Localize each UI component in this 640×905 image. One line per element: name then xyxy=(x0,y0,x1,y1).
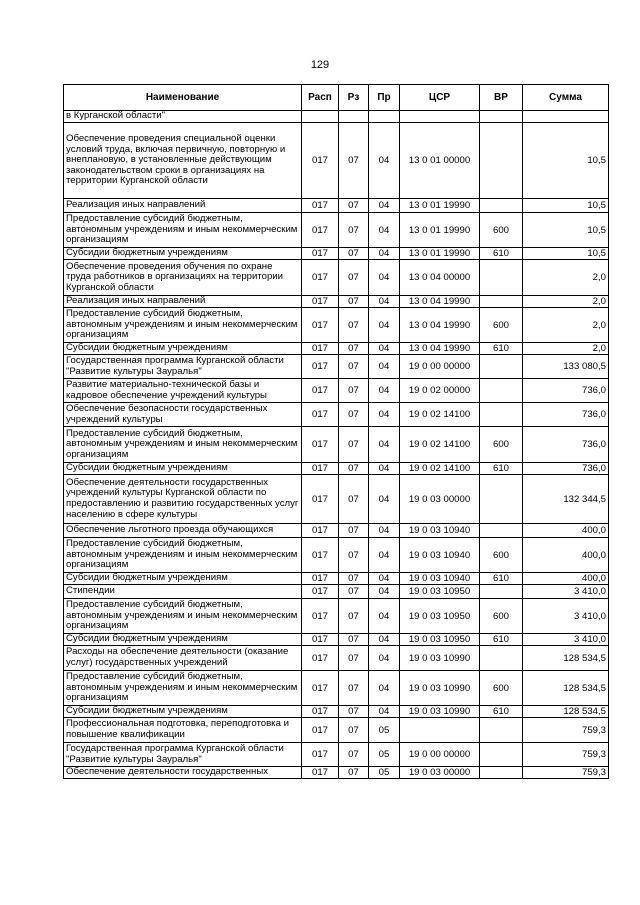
cell-csr: 13 0 01 19990 xyxy=(400,199,480,213)
cell-vr xyxy=(480,585,523,599)
cell-csr: 13 0 01 19990 xyxy=(400,248,480,260)
table-header-row xyxy=(64,85,609,111)
table-row xyxy=(64,538,609,573)
cell-vr xyxy=(480,296,523,308)
cell-csr: 19 0 02 14100 xyxy=(400,427,480,463)
table-row xyxy=(64,706,609,718)
cell-csr: 19 0 02 00000 xyxy=(400,379,480,403)
cell-pr: 04 xyxy=(369,599,400,634)
cell-rz: 07 xyxy=(339,463,369,475)
cell-sum: 736,0 xyxy=(523,403,609,427)
cell-rasp xyxy=(302,111,339,123)
cell-vr xyxy=(480,403,523,427)
cell-rz: 07 xyxy=(339,573,369,585)
cell-pr: 04 xyxy=(369,634,400,646)
cell-name: Предоставление субсидий бюджетным, автономным учреждениям и иным некоммерческим организациям xyxy=(64,308,302,343)
cell-csr: 19 0 03 10990 xyxy=(400,646,480,671)
cell-vr: 610 xyxy=(480,463,523,475)
cell-pr: 04 xyxy=(369,355,400,379)
cell-rasp: 017 xyxy=(302,599,339,634)
cell-rz: 07 xyxy=(339,599,369,634)
cell-vr xyxy=(480,123,523,199)
cell-name: Расходы на обеспечение деятельности (оказание услуг) государственных учреждений xyxy=(64,646,302,671)
cell-sum: 128 534,5 xyxy=(523,671,609,706)
cell-vr xyxy=(480,718,523,743)
cell-rasp: 017 xyxy=(302,634,339,646)
table-row xyxy=(64,308,609,343)
cell-pr: 04 xyxy=(369,343,400,355)
cell-rasp: 017 xyxy=(302,123,339,199)
cell-rasp: 017 xyxy=(302,585,339,599)
table-body xyxy=(64,111,609,779)
cell-rasp: 017 xyxy=(302,475,339,524)
cell-pr: 04 xyxy=(369,296,400,308)
cell-vr: 600 xyxy=(480,599,523,634)
cell-rz: 07 xyxy=(339,427,369,463)
cell-csr: 19 0 03 10940 xyxy=(400,573,480,585)
cell-csr: 19 0 02 14100 xyxy=(400,403,480,427)
cell-rz: 07 xyxy=(339,308,369,343)
cell-csr: 19 0 00 00000 xyxy=(400,355,480,379)
cell-rasp: 017 xyxy=(302,463,339,475)
cell-vr xyxy=(480,646,523,671)
cell-pr: 04 xyxy=(369,671,400,706)
cell-name: Предоставление субсидий бюджетным, автономным учреждениям и иным некоммерческим организациям xyxy=(64,671,302,706)
cell-pr: 04 xyxy=(369,199,400,213)
cell-sum: 10,5 xyxy=(523,248,609,260)
cell-rz: 07 xyxy=(339,343,369,355)
cell-name: Обеспечение безопасности государственных учреждений культуры xyxy=(64,403,302,427)
cell-pr: 05 xyxy=(369,767,400,779)
cell-csr: 19 0 03 10950 xyxy=(400,599,480,634)
cell-rasp: 017 xyxy=(302,743,339,767)
cell-sum: 3 410,0 xyxy=(523,634,609,646)
table-row xyxy=(64,111,609,123)
cell-rz: 07 xyxy=(339,260,369,296)
cell-name: Реализация иных направлений xyxy=(64,199,302,213)
cell-vr: 610 xyxy=(480,248,523,260)
cell-sum: 400,0 xyxy=(523,573,609,585)
table-row xyxy=(64,743,609,767)
cell-vr: 600 xyxy=(480,671,523,706)
cell-pr: 04 xyxy=(369,463,400,475)
cell-csr: 13 0 01 00000 xyxy=(400,123,480,199)
cell-name: Субсидии бюджетным учреждениям xyxy=(64,706,302,718)
cell-pr: 04 xyxy=(369,213,400,248)
cell-rasp: 017 xyxy=(302,296,339,308)
cell-name: в Курганской области" xyxy=(64,111,302,123)
cell-sum: 736,0 xyxy=(523,427,609,463)
cell-pr: 04 xyxy=(369,706,400,718)
table-row xyxy=(64,296,609,308)
cell-rz: 07 xyxy=(339,524,369,538)
cell-csr: 13 0 04 19990 xyxy=(400,343,480,355)
cell-sum: 10,5 xyxy=(523,199,609,213)
table-row xyxy=(64,718,609,743)
cell-rasp: 017 xyxy=(302,248,339,260)
cell-name: Субсидии бюджетным учреждениям xyxy=(64,343,302,355)
table-row xyxy=(64,199,609,213)
cell-name: Стипендии xyxy=(64,585,302,599)
table-row xyxy=(64,248,609,260)
cell-name: Развитие материально-технической базы и кадровое обеспечение учреждений культуры xyxy=(64,379,302,403)
cell-sum: 132 344,5 xyxy=(523,475,609,524)
cell-name: Предоставление субсидий бюджетным, автономным учреждениям и иным некоммерческим организациям xyxy=(64,427,302,463)
cell-sum: 736,0 xyxy=(523,463,609,475)
cell-sum: 3 410,0 xyxy=(523,585,609,599)
cell-rasp: 017 xyxy=(302,379,339,403)
table-row xyxy=(64,599,609,634)
cell-name: Предоставление субсидий бюджетным, автономным учреждениям и иным некоммерческим организациям xyxy=(64,213,302,248)
cell-sum: 2,0 xyxy=(523,343,609,355)
cell-name: Обеспечение льготного проезда обучающихся xyxy=(64,524,302,538)
cell-pr: 04 xyxy=(369,403,400,427)
cell-rz: 07 xyxy=(339,718,369,743)
table-row xyxy=(64,123,609,199)
header-rasp: Расп xyxy=(302,85,339,111)
cell-name: Реализация иных направлений xyxy=(64,296,302,308)
cell-csr: 19 0 00 00000 xyxy=(400,743,480,767)
page-number: 129 xyxy=(310,59,330,71)
cell-rz: 07 xyxy=(339,767,369,779)
cell-csr: 13 0 04 19990 xyxy=(400,308,480,343)
cell-csr: 13 0 01 19990 xyxy=(400,213,480,248)
table-row xyxy=(64,260,609,296)
cell-rasp: 017 xyxy=(302,403,339,427)
cell-sum: 759,3 xyxy=(523,767,609,779)
cell-pr: 04 xyxy=(369,308,400,343)
cell-rasp: 017 xyxy=(302,213,339,248)
cell-rasp: 017 xyxy=(302,718,339,743)
cell-rz: 07 xyxy=(339,355,369,379)
table-row xyxy=(64,403,609,427)
cell-name: Предоставление субсидий бюджетным, автономным учреждениям и иным некоммерческим организациям xyxy=(64,599,302,634)
cell-csr: 19 0 03 10940 xyxy=(400,524,480,538)
cell-rz: 07 xyxy=(339,585,369,599)
cell-vr: 610 xyxy=(480,706,523,718)
cell-vr xyxy=(480,524,523,538)
cell-name: Субсидии бюджетным учреждениям xyxy=(64,463,302,475)
cell-vr: 610 xyxy=(480,573,523,585)
cell-sum: 400,0 xyxy=(523,538,609,573)
cell-rasp: 017 xyxy=(302,646,339,671)
cell-name: Обеспечение проведения обучения по охране труда работников в организациях на территории Курганской области xyxy=(64,260,302,296)
cell-csr: 19 0 03 00000 xyxy=(400,475,480,524)
cell-pr: 04 xyxy=(369,379,400,403)
cell-rz: 07 xyxy=(339,538,369,573)
cell-pr: 04 xyxy=(369,524,400,538)
header-rz: Рз xyxy=(339,85,369,111)
table-row xyxy=(64,475,609,524)
cell-rasp: 017 xyxy=(302,199,339,213)
table-row xyxy=(64,343,609,355)
cell-pr: 04 xyxy=(369,475,400,524)
cell-rz: 07 xyxy=(339,123,369,199)
cell-sum: 10,5 xyxy=(523,213,609,248)
cell-name: Субсидии бюджетным учреждениям xyxy=(64,573,302,585)
table-row xyxy=(64,355,609,379)
cell-vr xyxy=(480,475,523,524)
cell-rz: 07 xyxy=(339,199,369,213)
cell-rz: 07 xyxy=(339,403,369,427)
table-row xyxy=(64,213,609,248)
cell-rasp: 017 xyxy=(302,573,339,585)
cell-rz: 07 xyxy=(339,296,369,308)
cell-name: Государственная программа Курганской области "Развитие культуры Зауралья" xyxy=(64,743,302,767)
cell-rasp: 017 xyxy=(302,308,339,343)
cell-vr: 600 xyxy=(480,308,523,343)
cell-vr xyxy=(480,767,523,779)
cell-rz: 07 xyxy=(339,475,369,524)
cell-csr xyxy=(400,111,480,123)
cell-rasp: 017 xyxy=(302,538,339,573)
cell-name: Субсидии бюджетным учреждениям xyxy=(64,634,302,646)
cell-pr: 04 xyxy=(369,248,400,260)
cell-csr xyxy=(400,718,480,743)
cell-csr: 13 0 04 00000 xyxy=(400,260,480,296)
cell-rz: 07 xyxy=(339,379,369,403)
cell-pr: 04 xyxy=(369,573,400,585)
cell-rasp: 017 xyxy=(302,427,339,463)
cell-csr: 19 0 03 10950 xyxy=(400,634,480,646)
cell-sum: 2,0 xyxy=(523,296,609,308)
cell-rz: 07 xyxy=(339,248,369,260)
cell-sum: 128 534,5 xyxy=(523,706,609,718)
cell-rz xyxy=(339,111,369,123)
cell-csr: 19 0 03 10990 xyxy=(400,706,480,718)
cell-sum: 10,5 xyxy=(523,123,609,199)
cell-pr: 04 xyxy=(369,646,400,671)
cell-rz: 07 xyxy=(339,743,369,767)
cell-rasp: 017 xyxy=(302,260,339,296)
cell-name: Предоставление субсидий бюджетным, автономным учреждениям и иным некоммерческим организациям xyxy=(64,538,302,573)
cell-sum: 736,0 xyxy=(523,379,609,403)
cell-sum: 128 534,5 xyxy=(523,646,609,671)
cell-name: Профессиональная подготовка, переподготовка и повышение квалификации xyxy=(64,718,302,743)
cell-rasp: 017 xyxy=(302,767,339,779)
cell-sum: 400,0 xyxy=(523,524,609,538)
table-row xyxy=(64,634,609,646)
cell-vr xyxy=(480,111,523,123)
cell-rz: 07 xyxy=(339,671,369,706)
cell-pr: 05 xyxy=(369,718,400,743)
cell-sum: 2,0 xyxy=(523,260,609,296)
header-sum: Сумма xyxy=(523,85,609,111)
cell-rz: 07 xyxy=(339,706,369,718)
cell-sum xyxy=(523,111,609,123)
cell-name: Обеспечение проведения специальной оценки условий труда, включая первичную, повторную и внеплановую, в установленные действующим законодательством сроки в организациях на территории Курганской области xyxy=(64,123,302,199)
cell-vr: 600 xyxy=(480,213,523,248)
cell-vr xyxy=(480,355,523,379)
cell-pr: 04 xyxy=(369,123,400,199)
cell-vr: 600 xyxy=(480,538,523,573)
cell-sum: 759,3 xyxy=(523,718,609,743)
cell-csr: 19 0 03 10950 xyxy=(400,585,480,599)
cell-pr: 04 xyxy=(369,585,400,599)
cell-name: Государственная программа Курганской области "Развитие культуры Зауралья" xyxy=(64,355,302,379)
cell-csr: 19 0 03 10940 xyxy=(400,538,480,573)
header-csr: ЦСР xyxy=(400,85,480,111)
cell-name: Субсидии бюджетным учреждениям xyxy=(64,248,302,260)
cell-pr xyxy=(369,111,400,123)
cell-name: Обеспечение деятельности государственных учреждений культуры Курганской области по предоставлению и развитию государственных услуг населению в сфере культуры xyxy=(64,475,302,524)
cell-pr: 05 xyxy=(369,743,400,767)
cell-csr: 19 0 03 00000 xyxy=(400,767,480,779)
cell-rz: 07 xyxy=(339,634,369,646)
table-row xyxy=(64,524,609,538)
cell-rasp: 017 xyxy=(302,355,339,379)
cell-name: Обеспечение деятельности государственных xyxy=(64,767,302,779)
cell-csr: 13 0 04 19990 xyxy=(400,296,480,308)
cell-vr xyxy=(480,260,523,296)
table-row xyxy=(64,379,609,403)
table-row xyxy=(64,427,609,463)
budget-table xyxy=(63,84,609,779)
cell-vr: 610 xyxy=(480,343,523,355)
cell-rasp: 017 xyxy=(302,524,339,538)
cell-vr xyxy=(480,379,523,403)
cell-sum: 759,3 xyxy=(523,743,609,767)
cell-vr: 610 xyxy=(480,634,523,646)
table-row xyxy=(64,463,609,475)
header-name: Наименование xyxy=(64,85,302,111)
cell-rasp: 017 xyxy=(302,671,339,706)
cell-pr: 04 xyxy=(369,427,400,463)
header-pr: Пр xyxy=(369,85,400,111)
cell-rasp: 017 xyxy=(302,343,339,355)
cell-csr: 19 0 02 14100 xyxy=(400,463,480,475)
cell-sum: 3 410,0 xyxy=(523,599,609,634)
cell-vr xyxy=(480,743,523,767)
cell-rasp: 017 xyxy=(302,706,339,718)
cell-rz: 07 xyxy=(339,213,369,248)
cell-sum: 133 080,5 xyxy=(523,355,609,379)
cell-vr: 600 xyxy=(480,427,523,463)
cell-pr: 04 xyxy=(369,538,400,573)
table-row xyxy=(64,767,609,779)
cell-vr xyxy=(480,199,523,213)
header-vr: ВР xyxy=(480,85,523,111)
cell-sum: 2,0 xyxy=(523,308,609,343)
cell-pr: 04 xyxy=(369,260,400,296)
table-row xyxy=(64,671,609,706)
table-row xyxy=(64,646,609,671)
cell-rz: 07 xyxy=(339,646,369,671)
table-row xyxy=(64,573,609,585)
table-row xyxy=(64,585,609,599)
cell-csr: 19 0 03 10990 xyxy=(400,671,480,706)
